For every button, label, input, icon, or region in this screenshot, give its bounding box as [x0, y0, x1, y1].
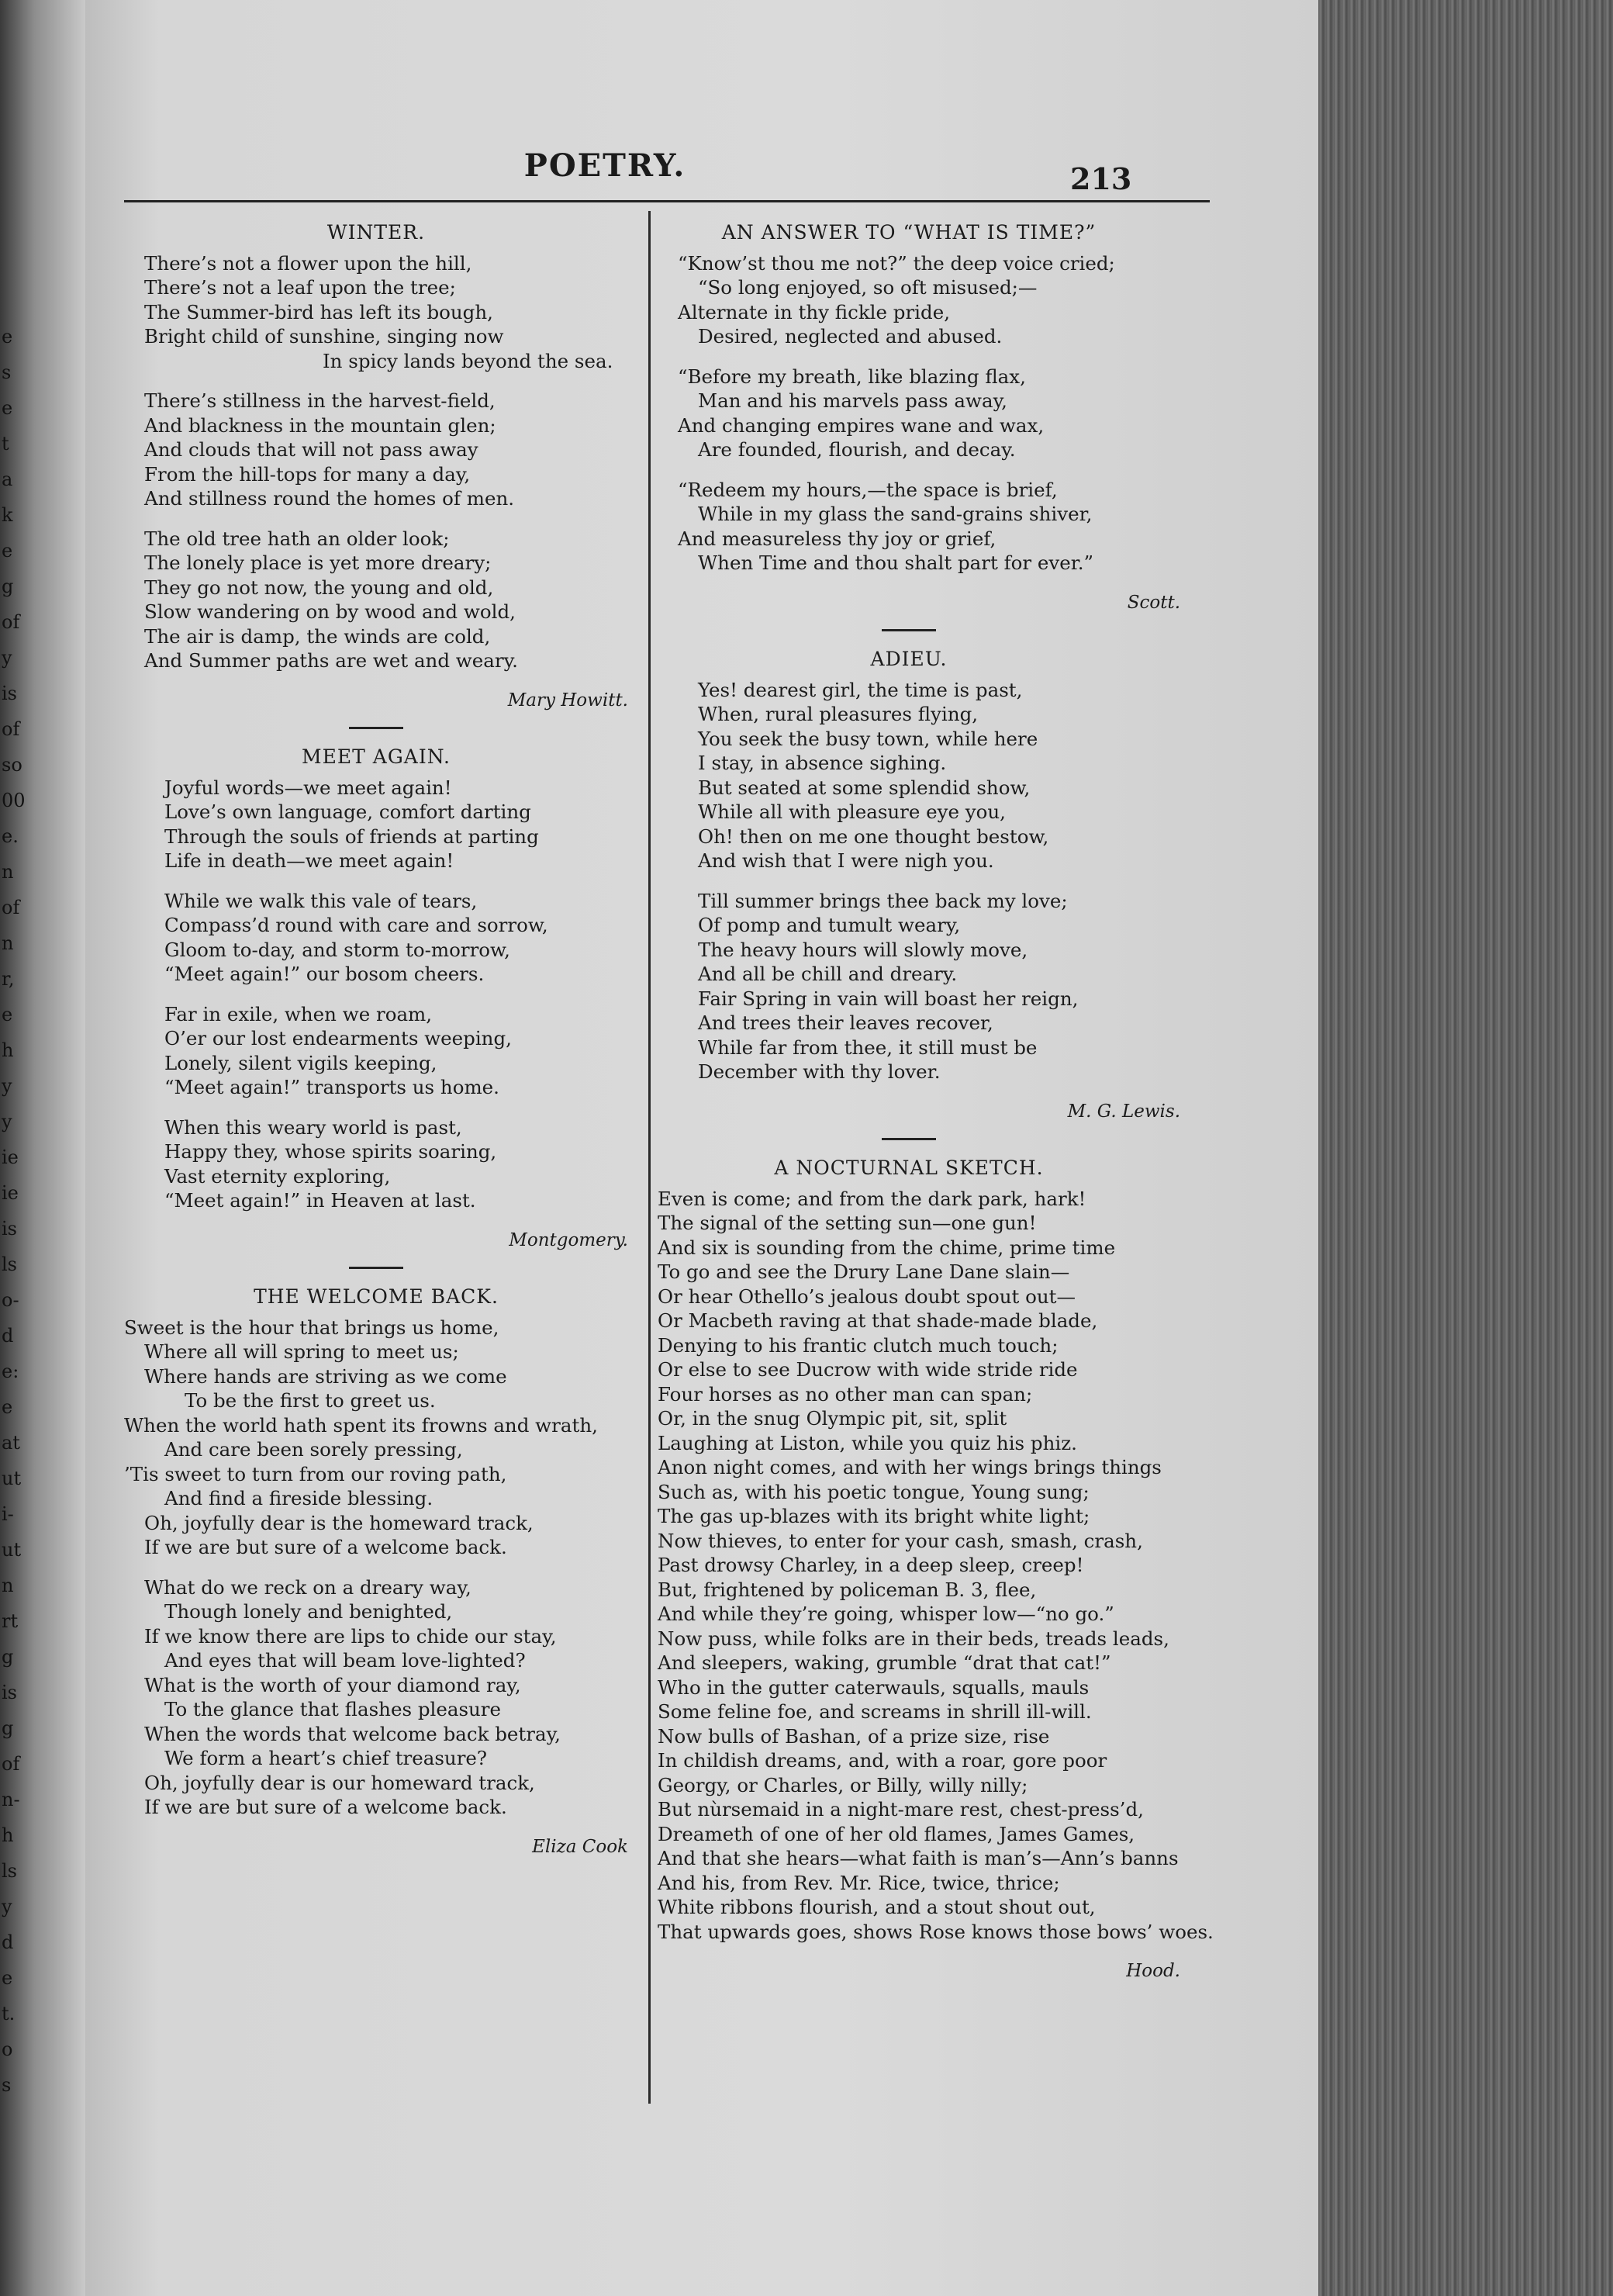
- poem-line: While in my glass the sand-grains shiver,: [698, 503, 1093, 525]
- poem-line: Gloom to-day, and storm to-morrow,: [164, 938, 510, 961]
- poem-line: When, rural pleasures flying,: [698, 703, 979, 725]
- poem-line: Or else to see Ducrow with wide stride ride: [658, 1358, 1078, 1381]
- stanza: [124, 776, 628, 873]
- poem-line: We form a heart’s chief treasure?: [164, 1747, 488, 1769]
- poem-line: And measureless thy joy or grief,: [678, 527, 996, 550]
- poem-line: They go not now, the young and old,: [144, 576, 494, 599]
- poem-line: And while they’re going, whisper low—“no go.”: [658, 1603, 1114, 1625]
- poem-line: Lonely, silent vigils keeping,: [164, 1051, 437, 1074]
- poem-line: When the words that welcome back betray,: [144, 1722, 561, 1745]
- margin-fragment: n: [2, 1575, 14, 1596]
- poem-line: What do we reck on a dreary way,: [144, 1575, 471, 1599]
- poem-line: Past drowsy Charley, in a deep sleep, creep!: [658, 1554, 1084, 1576]
- poem-line: If we are but sure of a welcome back.: [144, 1536, 507, 1558]
- poem-line: Sweet is the hour that brings us home,: [124, 1316, 499, 1339]
- poem-line: Four horses as no other man can span;: [658, 1382, 1033, 1406]
- margin-fragment: is: [2, 1218, 17, 1240]
- poem-line: “Meet again!” our bosom cheers.: [164, 963, 485, 985]
- margin-fragment: d: [2, 1325, 14, 1347]
- stanza: [637, 478, 1180, 576]
- poem: [124, 220, 628, 713]
- margin-fragment: of: [2, 611, 20, 633]
- poem-line: If we are but sure of a welcome back.: [144, 1796, 507, 1818]
- margin-fragment: d: [2, 1931, 14, 1953]
- right-column: [637, 219, 1214, 1998]
- margin-fragment: e: [2, 1004, 13, 1025]
- stanza: [124, 1115, 628, 1213]
- poem-line: Man and his marvels pass away,: [698, 389, 1007, 412]
- poem: [637, 629, 1180, 1124]
- poem-author: Scott.: [1127, 592, 1180, 613]
- stanza: [124, 527, 628, 673]
- poem-line: While we walk this vale of tears,: [164, 889, 478, 912]
- margin-fragment: of: [2, 897, 20, 918]
- poem-line: Some feline foe, and screams in shrill ill-will.: [658, 1700, 1092, 1723]
- margin-fragment: t: [2, 433, 9, 455]
- header-rule: [124, 200, 1210, 202]
- poem-line: Anon night comes, and with her wings brings things: [658, 1456, 1162, 1478]
- margin-fragment: h: [2, 1039, 14, 1061]
- stanza: [124, 1002, 628, 1100]
- margin-fragment: s: [2, 361, 12, 383]
- poem-line: There’s stillness in the harvest-field,: [144, 389, 496, 412]
- stanza: [637, 251, 1180, 349]
- margin-fragment: ut: [2, 1468, 22, 1489]
- margin-fragment: ie: [2, 1146, 19, 1168]
- poem-line: Oh, joyfully dear is our homeward track,: [144, 1771, 535, 1794]
- poem-author: M. G. Lewis.: [1067, 1101, 1180, 1122]
- poem-line: December with thy lover.: [698, 1060, 941, 1083]
- poem-line: ’Tis sweet to turn from our roving path,: [124, 1462, 507, 1485]
- stanza: [637, 678, 1180, 873]
- stanza: [637, 365, 1180, 462]
- poem-line: Or hear Othello’s jealous doubt spout out—: [658, 1285, 1076, 1308]
- poem: [124, 727, 628, 1253]
- margin-fragment: i-: [2, 1503, 14, 1525]
- margin-fragment: of: [2, 718, 20, 740]
- poem-line: “Redeem my hours,—the space is brief,: [678, 478, 1058, 501]
- margin-fragment: so: [2, 754, 22, 776]
- margin-fragment: e: [2, 540, 13, 562]
- stanza: [637, 1187, 1214, 1945]
- poem-title: ADIEU.: [870, 648, 948, 670]
- adjacent-page-strip: [0, 0, 85, 2296]
- poem-line: And clouds that will not pass away: [144, 438, 478, 461]
- poem-line: I stay, in absence sighing.: [698, 752, 947, 774]
- poem-line: Love’s own language, comfort darting: [164, 800, 531, 823]
- margin-fragment: o: [2, 2038, 13, 2060]
- poem-line: There’s not a leaf upon the tree;: [144, 276, 456, 299]
- poem-line: That upwards goes, shows Rose knows those bows’ woes.: [658, 1920, 1214, 1943]
- margin-fragment: ls: [2, 1860, 17, 1882]
- margin-fragment: is: [2, 1682, 17, 1703]
- poem-line: The old tree hath an older look;: [144, 527, 450, 550]
- poem-line: While far from thee, it still must be: [698, 1036, 1038, 1059]
- poem-line: But seated at some splendid show,: [698, 776, 1031, 799]
- poem-line: The signal of the setting sun—one gun!: [658, 1212, 1037, 1234]
- poem-line: You seek the busy town, while here: [698, 727, 1038, 750]
- margin-fragment: of: [2, 1753, 20, 1775]
- poem-line: And stillness round the homes of men.: [144, 487, 515, 510]
- poem-author: Eliza Cook: [532, 1836, 628, 1857]
- poem-line: Yes! dearest girl, the time is past,: [698, 678, 1023, 701]
- poem-line: And all be chill and dreary.: [698, 963, 958, 985]
- poem-line: The Summer-bird has left its bough,: [144, 300, 493, 323]
- poem-line: And find a fireside blessing.: [164, 1487, 433, 1509]
- poem-line: And sleepers, waking, grumble “drat that cat!”: [658, 1651, 1111, 1674]
- poem-line: But nùrsemaid in a night-mare rest, chest-press’d,: [658, 1798, 1144, 1821]
- poem-line: “Meet again!” transports us home.: [164, 1076, 499, 1098]
- poem-line: Oh! then on me one thought bestow,: [698, 825, 1049, 848]
- margin-fragment: e:: [2, 1361, 19, 1382]
- margin-fragment: n-: [2, 1789, 20, 1810]
- poem-line: “Know’st thou me not?” the deep voice cried;: [678, 251, 1115, 275]
- poem-line: Of pomp and tumult weary,: [698, 914, 961, 936]
- poem-line: To the glance that flashes pleasure: [164, 1698, 502, 1720]
- margin-fragment: y: [2, 647, 12, 669]
- margin-fragment: y: [2, 1896, 12, 1917]
- stanza: [124, 889, 628, 987]
- margin-fragment: ie: [2, 1182, 19, 1204]
- left-column: [124, 219, 628, 1873]
- margin-fragment: g: [2, 1646, 14, 1668]
- stanza: [637, 889, 1180, 1084]
- margin-fragment: y: [2, 1075, 12, 1097]
- poem-line: And his, from Rev. Mr. Rice, twice, thrice;: [658, 1871, 1060, 1894]
- poem-line: Compass’d round with care and sorrow,: [164, 914, 548, 936]
- poem-line: Through the souls of friends at parting: [164, 825, 539, 848]
- margin-fragment: n: [2, 932, 14, 954]
- margin-fragment: g: [2, 1717, 14, 1739]
- margin-fragment: n: [2, 861, 14, 883]
- poem-title: THE WELCOME BACK.: [254, 1285, 499, 1308]
- poem-line: Where hands are striving as we come: [144, 1364, 507, 1388]
- poem-line: Till summer brings thee back my love;: [698, 889, 1068, 912]
- poem-line: Where all will spring to meet us;: [144, 1340, 459, 1363]
- poem-line: Life in death—we meet again!: [164, 849, 454, 872]
- margin-fragment: ls: [2, 1253, 17, 1275]
- poem-line: Fair Spring in vain will boast her reign,: [698, 987, 1079, 1010]
- poem-author: Hood.: [1126, 1961, 1180, 1981]
- margin-fragment: s: [2, 2074, 12, 2096]
- poem-line: When Time and thou shalt part for ever.”: [698, 552, 1094, 574]
- poem-line: Now thieves, to enter for your cash, smash, crash,: [658, 1529, 1143, 1552]
- stanza: [124, 251, 628, 374]
- margin-fragment: e.: [2, 825, 19, 847]
- poem-line: The air is damp, the winds are cold,: [144, 624, 491, 648]
- poem-line: And that she hears—what faith is man’s—Ann’s banns: [658, 1847, 1179, 1869]
- poem-line: “Before my breath, like blazing flax,: [678, 365, 1026, 388]
- poem-line: “Meet again!” in Heaven at last.: [164, 1189, 476, 1212]
- poem-line: Who in the gutter caterwauls, squalls, mauls: [658, 1675, 1090, 1699]
- poem-line: The gas up-blazes with its bright white light;: [658, 1505, 1090, 1527]
- poem-author: Mary Howitt.: [507, 690, 628, 711]
- poem-line: While all with pleasure eye you,: [698, 800, 1006, 823]
- poem-line: And care been sorely pressing,: [164, 1438, 463, 1461]
- poem-line: Such as, with his poetic tongue, Young sung;: [658, 1480, 1090, 1503]
- poem-line: Or Macbeth raving at that shade-made blade,: [658, 1309, 1098, 1332]
- poem-line: When the world hath spent its frowns and wrath,: [124, 1413, 598, 1437]
- poem-line: Now bulls of Bashan, of a prize size, rise: [658, 1724, 1050, 1748]
- section-divider: [349, 1267, 403, 1269]
- poem: [637, 1138, 1214, 1984]
- poem-line: Or, in the snug Olympic pit, sit, split: [658, 1407, 1007, 1430]
- poem-line: Are founded, flourish, and decay.: [698, 438, 1016, 461]
- poem-line: What is the worth of your diamond ray,: [144, 1673, 521, 1696]
- poem-line: Desired, neglected and abused.: [698, 325, 1003, 348]
- poem-line: Dreameth of one of her old flames, James Games,: [658, 1822, 1135, 1845]
- section-divider: [349, 727, 403, 729]
- poem-line: But, frightened by policeman B. 3, flee,: [658, 1578, 1037, 1601]
- page-number: 213: [1070, 161, 1132, 196]
- poem-line: Far in exile, when we roam,: [164, 1002, 433, 1025]
- poem-author: Montgomery.: [509, 1229, 628, 1250]
- margin-fragment: at: [2, 1432, 20, 1454]
- section-divider: [882, 629, 936, 631]
- margin-fragment: y: [2, 1111, 12, 1132]
- poem-line: Denying to his frantic clutch much touch;: [658, 1333, 1059, 1357]
- book-page-edges: [1318, 0, 1613, 2296]
- poem-line: Though lonely and benighted,: [164, 1600, 453, 1623]
- poem-line: In spicy lands beyond the sea.: [323, 349, 613, 372]
- poem-line: Joyful words—we meet again!: [164, 776, 452, 799]
- poem-line: And changing empires wane and wax,: [678, 413, 1045, 437]
- section-divider: [882, 1138, 936, 1140]
- poem-line: White ribbons flourish, and a stout shout out,: [658, 1896, 1096, 1918]
- poem-line: From the hill-tops for many a day,: [144, 462, 471, 486]
- margin-fragment: k: [2, 504, 13, 526]
- poem-line: The lonely place is yet more dreary;: [144, 552, 492, 574]
- poem-line: Now puss, while folks are in their beds, treads leads,: [658, 1627, 1169, 1650]
- poem-title: AN ANSWER TO “WHAT IS TIME?”: [721, 221, 1097, 244]
- poem-line: And six is sounding from the chime, prime time: [658, 1236, 1116, 1259]
- poem-line: Georgy, or Charles, or Billy, willy nilly;: [658, 1773, 1028, 1796]
- poem-title: MEET AGAIN.: [302, 745, 451, 768]
- margin-fragment: t.: [2, 2003, 16, 2025]
- poem-line: Vast eternity exploring,: [164, 1164, 391, 1188]
- margin-fragment: is: [2, 683, 17, 704]
- margin-fragment: h: [2, 1824, 14, 1846]
- running-title: POETRY.: [523, 147, 686, 184]
- poem-line: In childish dreams, and, with a roar, gore poor: [658, 1749, 1107, 1772]
- margin-fragment: ut: [2, 1539, 22, 1561]
- margin-fragment: e: [2, 326, 13, 348]
- poem: [637, 220, 1180, 615]
- poem-line: To go and see the Drury Lane Dane slain—: [658, 1260, 1070, 1283]
- stanza: [124, 1316, 628, 1560]
- margin-fragment: a: [2, 469, 13, 490]
- stanza: [124, 1575, 628, 1820]
- margin-fragment: rt: [2, 1610, 19, 1632]
- poem-line: “So long enjoyed, so oft misused;—: [698, 276, 1038, 299]
- poem-line: The heavy hours will slowly move,: [698, 938, 1028, 961]
- margin-fragment: e: [2, 397, 13, 419]
- poem-line: To be the first to greet us.: [185, 1389, 436, 1412]
- poem-line: There’s not a flower upon the hill,: [144, 251, 472, 275]
- poem-line: If we know there are lips to chide our stay,: [144, 1624, 557, 1648]
- poem-line: Slow wandering on by wood and wold,: [144, 600, 516, 623]
- poem-line: Laughing at Liston, while you quiz his phiz.: [658, 1431, 1077, 1454]
- poem-line: And trees their leaves recover,: [698, 1011, 993, 1034]
- poem-line: Oh, joyfully dear is the homeward track,: [144, 1511, 534, 1534]
- poem-line: And eyes that will beam love-lighted?: [164, 1649, 526, 1672]
- poem-line: O’er our lost endearments weeping,: [164, 1027, 512, 1049]
- poem: [124, 1267, 628, 1859]
- margin-fragment: 00: [2, 790, 26, 811]
- poem-line: And blackness in the mountain glen;: [144, 413, 496, 437]
- poem-line: And wish that I were nigh you.: [698, 849, 994, 872]
- poem-line: When this weary world is past,: [164, 1115, 462, 1139]
- margin-fragment: o-: [2, 1289, 19, 1311]
- poem-line: And Summer paths are wet and weary.: [144, 649, 518, 672]
- poem-line: Happy they, whose spirits soaring,: [164, 1140, 497, 1163]
- margin-fragment: e: [2, 1396, 13, 1418]
- margin-fragment: r,: [2, 968, 15, 990]
- stanza: [124, 389, 628, 511]
- poem-title: WINTER.: [326, 221, 426, 244]
- poem-title: A NOCTURNAL SKETCH.: [774, 1157, 1044, 1179]
- margin-fragment: g: [2, 576, 14, 597]
- poem-line: Bright child of sunshine, singing now: [144, 325, 504, 348]
- poem-line: Alternate in thy fickle pride,: [678, 300, 950, 323]
- poem-line: Even is come; and from the dark park, hark!: [658, 1187, 1086, 1210]
- margin-fragment: e: [2, 1967, 13, 1989]
